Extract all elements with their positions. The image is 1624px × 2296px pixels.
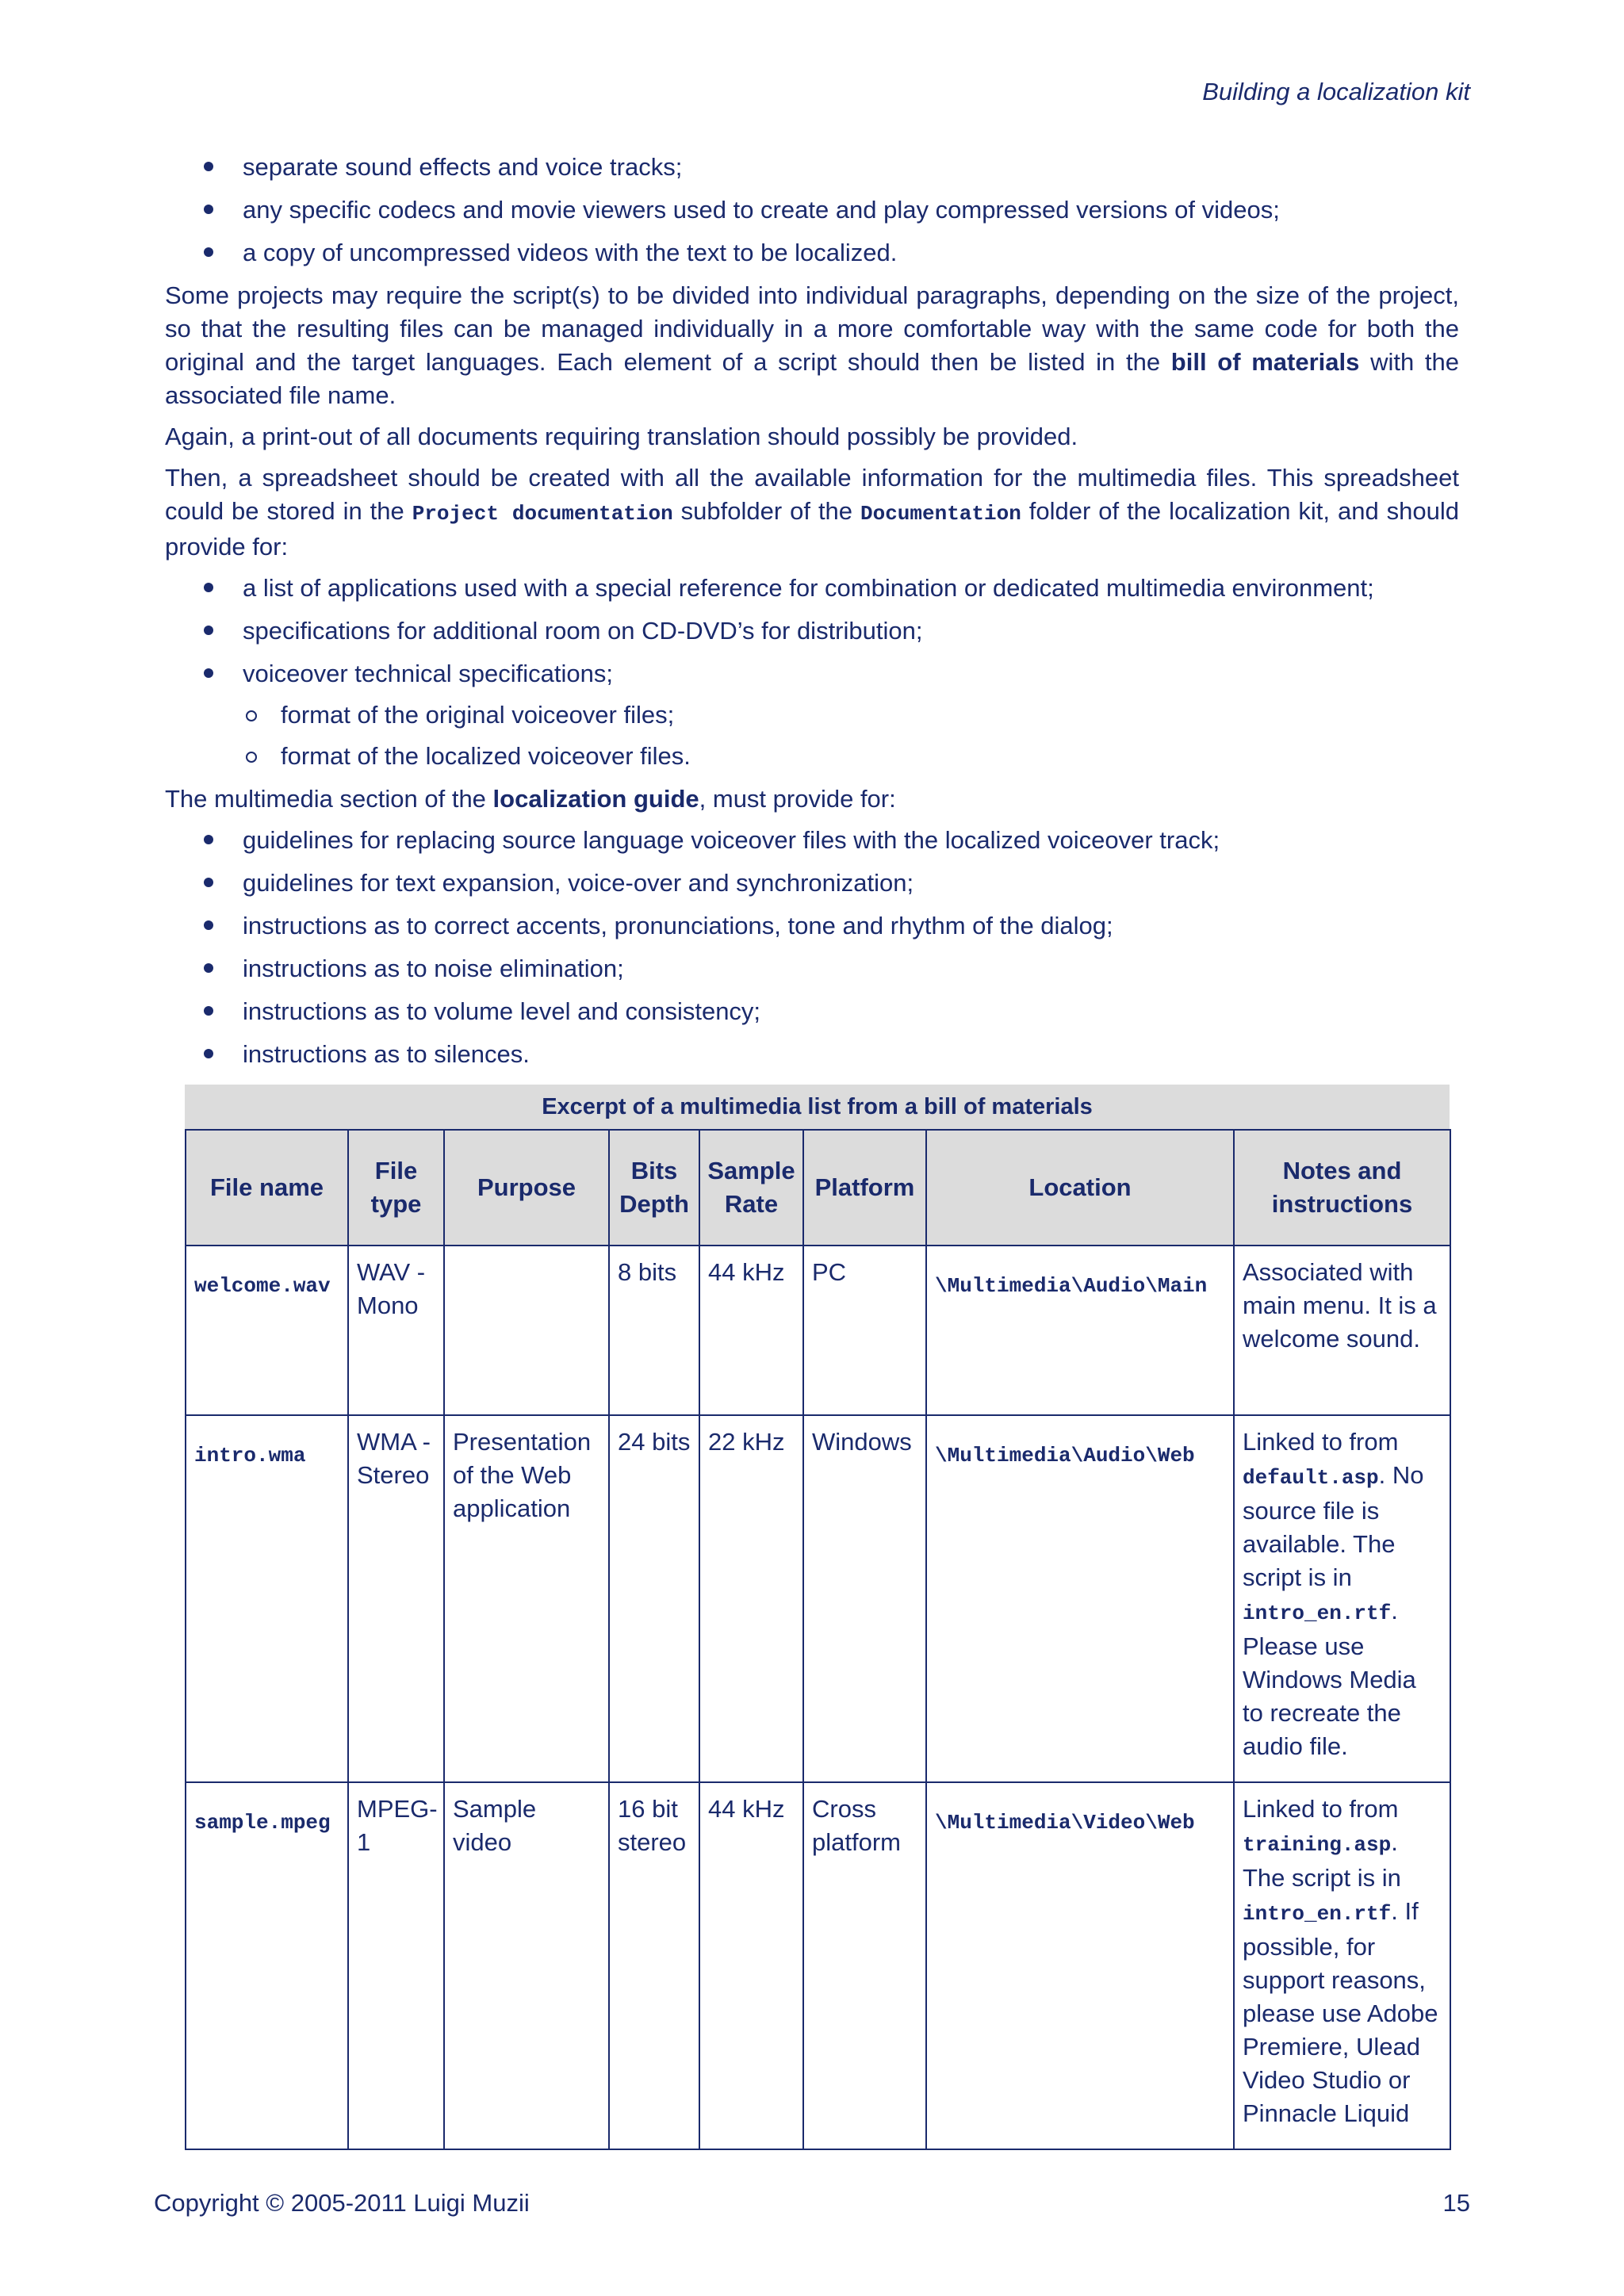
para-text: with the associated file name. [165, 348, 1459, 409]
para-text: subfolder of the [672, 497, 860, 525]
bullet-list-top [165, 151, 1459, 270]
col-header-bits-depth: Bits Depth [609, 1130, 699, 1246]
location-path: \Multimedia\Audio\Web [935, 1444, 1195, 1468]
body-content [165, 151, 1459, 1081]
list-item: guidelines for text expansion, voice-over and synchronization; [165, 867, 1459, 900]
col-header-location: Location [926, 1130, 1234, 1246]
table-row [186, 1415, 1450, 1782]
para-text: The multimedia section of the [165, 785, 493, 813]
cell-notes [1234, 1415, 1450, 1782]
paragraph [165, 279, 1459, 412]
file-name-text: intro.wma [194, 1444, 306, 1468]
list-item [165, 657, 1459, 773]
list-item: instructions as to correct accents, pronunciations, tone and rhythm of the dialog; [165, 909, 1459, 943]
cell-platform: Windows [803, 1415, 926, 1782]
paragraph [165, 783, 1459, 816]
cell-sample-rate: 44 kHz [699, 1246, 803, 1415]
notes-code: intro_en.rtf [1243, 1902, 1392, 1926]
paragraph [165, 461, 1459, 564]
cell-file-type: MPEG-1 [348, 1782, 444, 2149]
bullet-list-mid [165, 572, 1459, 773]
cell-bits-depth: 16 bit stereo [609, 1782, 699, 2149]
col-header-file-name: File name [186, 1130, 348, 1246]
cell-bits-depth: 8 bits [609, 1246, 699, 1415]
location-path: \Multimedia\Video\Web [935, 1811, 1195, 1835]
para-text: folder of the localization kit, and should provide for: [165, 497, 1459, 561]
paragraph: Again, a print-out of all documents requiring translation should possibly be provided. [165, 423, 1078, 450]
footer-copyright: Copyright © 2005-2011 Luigi Muzii [154, 2189, 530, 2217]
bold-term: bill of materials [1170, 348, 1360, 376]
list-item: a copy of uncompressed videos with the text to be localized. [165, 236, 1459, 270]
list-item: guidelines for replacing source language voiceover files with the localized voiceover track; [165, 824, 1459, 857]
cell-sample-rate: 22 kHz [699, 1415, 803, 1782]
cell-file-name [186, 1246, 348, 1415]
notes-text: Linked to from [1243, 1428, 1399, 1456]
list-item: instructions as to silences. [165, 1038, 1459, 1071]
list-item: any specific codecs and movie viewers used to create and play compressed versions of videos; [165, 193, 1459, 227]
cell-bits-depth: 24 bits [609, 1415, 699, 1782]
notes-text: . No source file is available. The script is in [1243, 1461, 1424, 1591]
para-text: , must provide for: [699, 785, 896, 813]
notes-text: . Please use Windows Media to recreate the audio file. [1243, 1597, 1416, 1760]
cell-platform: Cross platform [803, 1782, 926, 2149]
cell-location [926, 1415, 1234, 1782]
table-header-row [186, 1130, 1450, 1246]
table-row [186, 1246, 1450, 1415]
list-item-text: voiceover technical specifications; [243, 660, 613, 687]
sub-bullet-list [243, 698, 1459, 773]
col-header-file-type: File type [348, 1130, 444, 1246]
code-folder-name: Project documentation [412, 502, 673, 526]
cell-notes: Associated with main menu. It is a welcome sound. [1234, 1246, 1450, 1415]
cell-purpose [444, 1246, 609, 1415]
cell-file-type: WMA - Stereo [348, 1415, 444, 1782]
cell-notes [1234, 1782, 1450, 2149]
code-folder-name: Documentation [860, 502, 1021, 526]
sub-list-item: format of the original voiceover files; [165, 698, 1459, 732]
notes-text: . The script is in [1243, 1828, 1401, 1892]
location-path: \Multimedia\Audio\Main [935, 1274, 1208, 1298]
cell-platform: PC [803, 1246, 926, 1415]
col-header-notes: Notes and instructions [1234, 1130, 1450, 1246]
footer-page-number: 15 [1442, 2189, 1470, 2217]
list-item: separate sound effects and voice tracks; [165, 151, 1459, 184]
running-header: Building a localization kit [1202, 78, 1470, 105]
para-text: Then, a spreadsheet should be created with all the available information for the multimedia files. This spreadsheet could be stored in the [165, 464, 1459, 525]
bullet-list-bottom [165, 824, 1459, 1071]
multimedia-table [185, 1085, 1450, 2150]
para-text: Some projects may require the script(s) to be divided into individual paragraphs, depending on the size of the project, so that the resulting files can be managed individually in a more comfortable way with the same code for both the original and the target languages. Each element of a script should then be listed in the [165, 281, 1459, 376]
cell-purpose: Presentation of the Web application [444, 1415, 609, 1782]
sub-list-item: format of the localized voiceover files. [165, 740, 1459, 773]
cell-location [926, 1246, 1234, 1415]
col-header-sample-rate: Sample Rate [699, 1130, 803, 1246]
list-item: specifications for additional room on CD-DVD’s for distribution; [165, 614, 1459, 648]
cell-file-type: WAV - Mono [348, 1246, 444, 1415]
cell-file-name [186, 1782, 348, 2149]
cell-purpose: Sample video [444, 1782, 609, 2149]
notes-code: intro_en.rtf [1243, 1601, 1392, 1625]
table-row [186, 1782, 1450, 2149]
cell-location [926, 1782, 1234, 2149]
col-header-purpose: Purpose [444, 1130, 609, 1246]
notes-code: default.asp [1243, 1466, 1379, 1490]
cell-file-name [186, 1415, 348, 1782]
list-item: instructions as to volume level and consistency; [165, 995, 1459, 1028]
notes-text: . If possible, for support reasons, please use Adobe Premiere, Ulead Video Studio or Pinnacle Liquid [1243, 1897, 1438, 2127]
notes-text: Linked to from [1243, 1795, 1399, 1823]
table-caption: Excerpt of a multimedia list from a bill of materials [185, 1085, 1450, 1129]
col-header-platform: Platform [803, 1130, 926, 1246]
list-item: a list of applications used with a special reference for combination or dedicated multimedia environment; [165, 572, 1459, 605]
cell-sample-rate: 44 kHz [699, 1782, 803, 2149]
file-name-text: sample.mpeg [194, 1811, 331, 1835]
bold-term: localization guide [492, 785, 699, 813]
file-name-text: welcome.wav [194, 1274, 331, 1298]
list-item: instructions as to noise elimination; [165, 952, 1459, 985]
bill-of-materials-table [185, 1129, 1451, 2150]
notes-code: training.asp [1243, 1833, 1392, 1857]
